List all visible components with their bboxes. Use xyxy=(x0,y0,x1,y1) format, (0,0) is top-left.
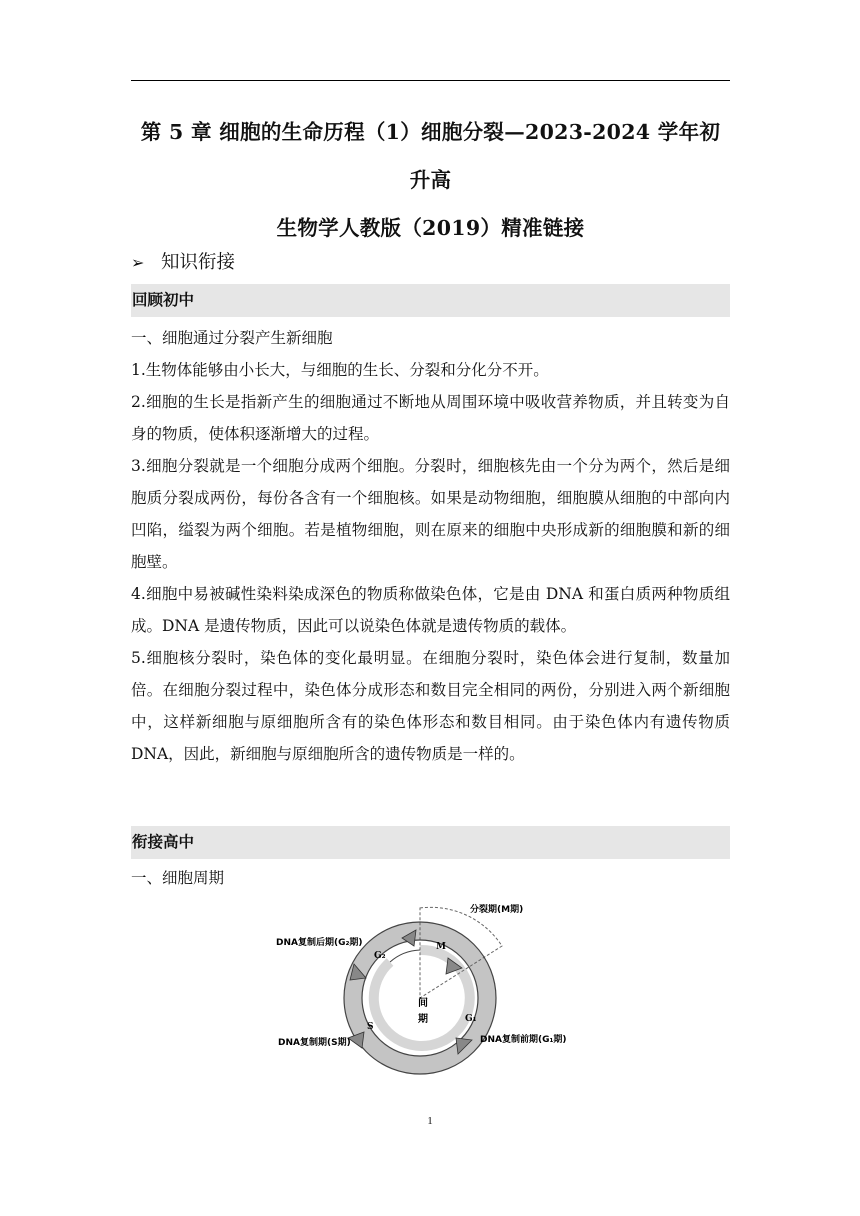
m-phase-label: 分裂期(M期) xyxy=(470,905,524,915)
review-subheading: 一、细胞通过分裂产生新细胞 xyxy=(131,329,333,347)
m-inner-arc xyxy=(390,950,420,962)
header-rule xyxy=(131,80,730,81)
section-heading xyxy=(131,248,235,274)
g2-mark: G₂ xyxy=(374,951,386,961)
title-line-2: 生物学人教版（2019）精准链接 xyxy=(276,216,585,240)
section-heading-label: 知识衔接 xyxy=(161,252,236,273)
g1-phase-label: DNA复制前期(G₁期) xyxy=(480,1035,567,1045)
bridge-body xyxy=(131,862,730,894)
title-line-1: 第 5 章 细胞的生命历程（1）细胞分裂—2023-2024 学年初升高 xyxy=(140,120,721,192)
m-mark: M xyxy=(436,942,446,952)
arrow-bullet-icon: ➢ xyxy=(131,253,145,272)
bridge-band: 衔接高中 xyxy=(131,826,730,859)
review-body xyxy=(131,322,730,770)
page-number: 1 xyxy=(427,1115,433,1127)
document-title xyxy=(131,108,730,252)
g2-phase-label: DNA复制后期(G₂期) xyxy=(276,938,363,948)
review-band: 回顾初中 xyxy=(131,284,730,317)
review-paragraph-2: 2.细胞的生长是指新产生的细胞通过不断地从周围环境中吸收营养物质，并且转变为自身的物质，使体积逐渐增大的过程。 xyxy=(131,393,730,443)
interphase-char-1: 间 xyxy=(418,998,428,1009)
interphase-char-2: 期 xyxy=(418,1014,428,1025)
review-paragraph-1: 1.生物体能够由小长大，与细胞的生长、分裂和分化分不开。 xyxy=(131,361,549,379)
bridge-subheading: 一、细胞周期 xyxy=(131,869,225,887)
review-paragraph-3: 3.细胞分裂就是一个细胞分成两个细胞。分裂时，细胞核先由一个分为两个，然后是细胞质分裂成两份，每份各含有一个细胞核。如果是动物细胞，细胞膜从细胞的中部向内凹陷，缢裂为两个细胞。若是植物细胞，则在原来的细胞中央形成新的细胞膜和新的细胞壁。 xyxy=(131,457,730,571)
g1-mark: G₁ xyxy=(465,1014,477,1024)
s-mark: S xyxy=(367,1022,374,1032)
cell-cycle-diagram xyxy=(270,898,600,1078)
review-paragraph-5: 5.细胞核分裂时，染色体的变化最明显。在细胞分裂时，染色体会进行复制，数量加倍。在细胞分裂过程中，染色体分成形态和数目完全相同的两份，分别进入两个新细胞中，这样新细胞与原细胞所含有的染色体形态和数目相同。由于染色体内有遗传物质 DNA，因此，新细胞与原细胞所含的遗传物质是一样的。 xyxy=(131,649,730,763)
s-phase-label: DNA复制期(S期) xyxy=(278,1038,351,1048)
review-paragraph-4: 4.细胞中易被碱性染料染成深色的物质称做染色体，它是由 DNA 和蛋白质两种物质组成。DNA 是遗传物质，因此可以说染色体就是遗传物质的载体。 xyxy=(131,585,730,635)
